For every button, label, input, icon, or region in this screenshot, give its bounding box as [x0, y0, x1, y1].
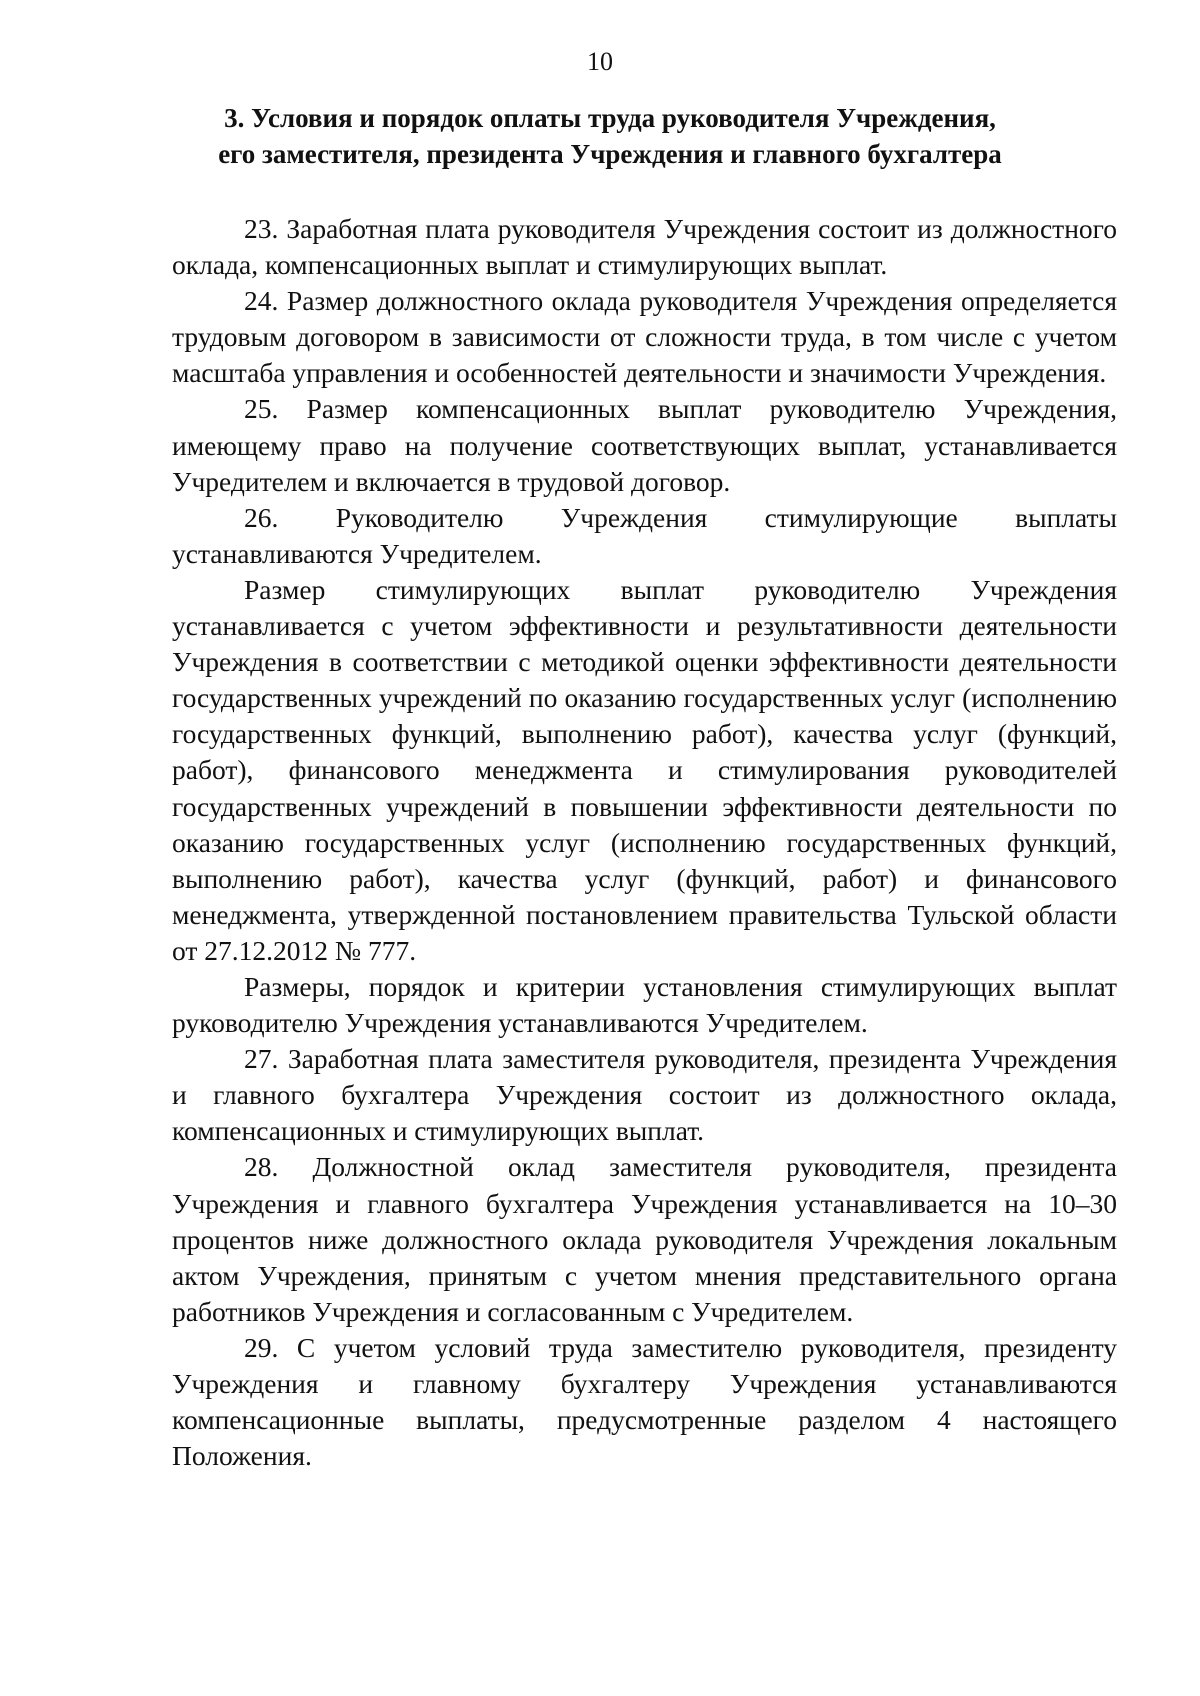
- paragraph-28: 28. Должностной оклад заместителя руководителя, президента Учреждения и главного бухгалтера Учреждения устанавливается на 10–30 процентов ниже должностного оклада руководителя Учреждения локальным актом Учреждения, принятым с учетом мнения представительного органа работников Учреждения и согласованным с Учредителем.: [172, 1151, 1117, 1327]
- paragraph-23: 23. Заработная плата руководителя Учреждения состоит из должностного оклада, компенсационных выплат и стимулирующих выплат.: [172, 213, 1117, 281]
- paragraph-26-incentive-size: Размер стимулирующих выплат руководителю Учреждения устанавливается с учетом эффективности и результативности деятельности Учреждения в соответствии с методикой оценки эффективности деятельности государственных учреждений по оказанию государственных услуг (исполнению государственных функций, выполнению работ), качества услуг (функций, работ), финансового менеджмента и стимулирования руководителей государственных учреждений в повышении эффективности деятельности по оказанию государственных услуг (исполнению государственных функций, выполнению работ), качества услуг (функций, работ) и финансового менеджмента, утвержденной постановлением правительства Тульской области от 27.12.2012 № 777.: [172, 573, 1117, 966]
- section-heading: [160, 100, 1060, 172]
- paragraph-24: 24. Размер должностного оклада руководителя Учреждения определяется трудовым договором в зависимости от сложности труда, в том числе с учетом масштаба управления и особенностей деятельности и значимости Учреждения.: [172, 285, 1117, 389]
- page-number: 10: [587, 47, 613, 76]
- document-body: [172, 211, 1117, 1474]
- section-heading-line-1: 3. Условия и порядок оплаты труда руководителя Учреждения,: [224, 103, 996, 133]
- paragraph-29: 29. С учетом условий труда заместителю руководителя, президенту Учреждения и главному бухгалтеру Учреждения устанавливаются компенсационные выплаты, предусмотренные разделом 4 настоящего Положения.: [172, 1331, 1117, 1472]
- paragraph-27: 27. Заработная плата заместителя руководителя, президента Учреждения и главного бухгалтера Учреждения состоит из должностного оклада, компенсационных и стимулирующих выплат.: [172, 1043, 1117, 1147]
- paragraph-26-incentive-criteria: Размеры, порядок и критерии установления стимулирующих выплат руководителю Учреждения устанавливаются Учредителем.: [172, 970, 1117, 1039]
- paragraph-25: 25. Размер компенсационных выплат руководителю Учреждения, имеющему право на получение соответствующих выплат, устанавливается Учредителем и включается в трудовой договор.: [172, 393, 1117, 497]
- paragraph-26: 26. Руководителю Учреждения стимулирующие выплаты устанавливаются Учредителем.: [172, 501, 1117, 569]
- section-heading-line-2: его заместителя, президента Учреждения и главного бухгалтера: [218, 139, 1002, 169]
